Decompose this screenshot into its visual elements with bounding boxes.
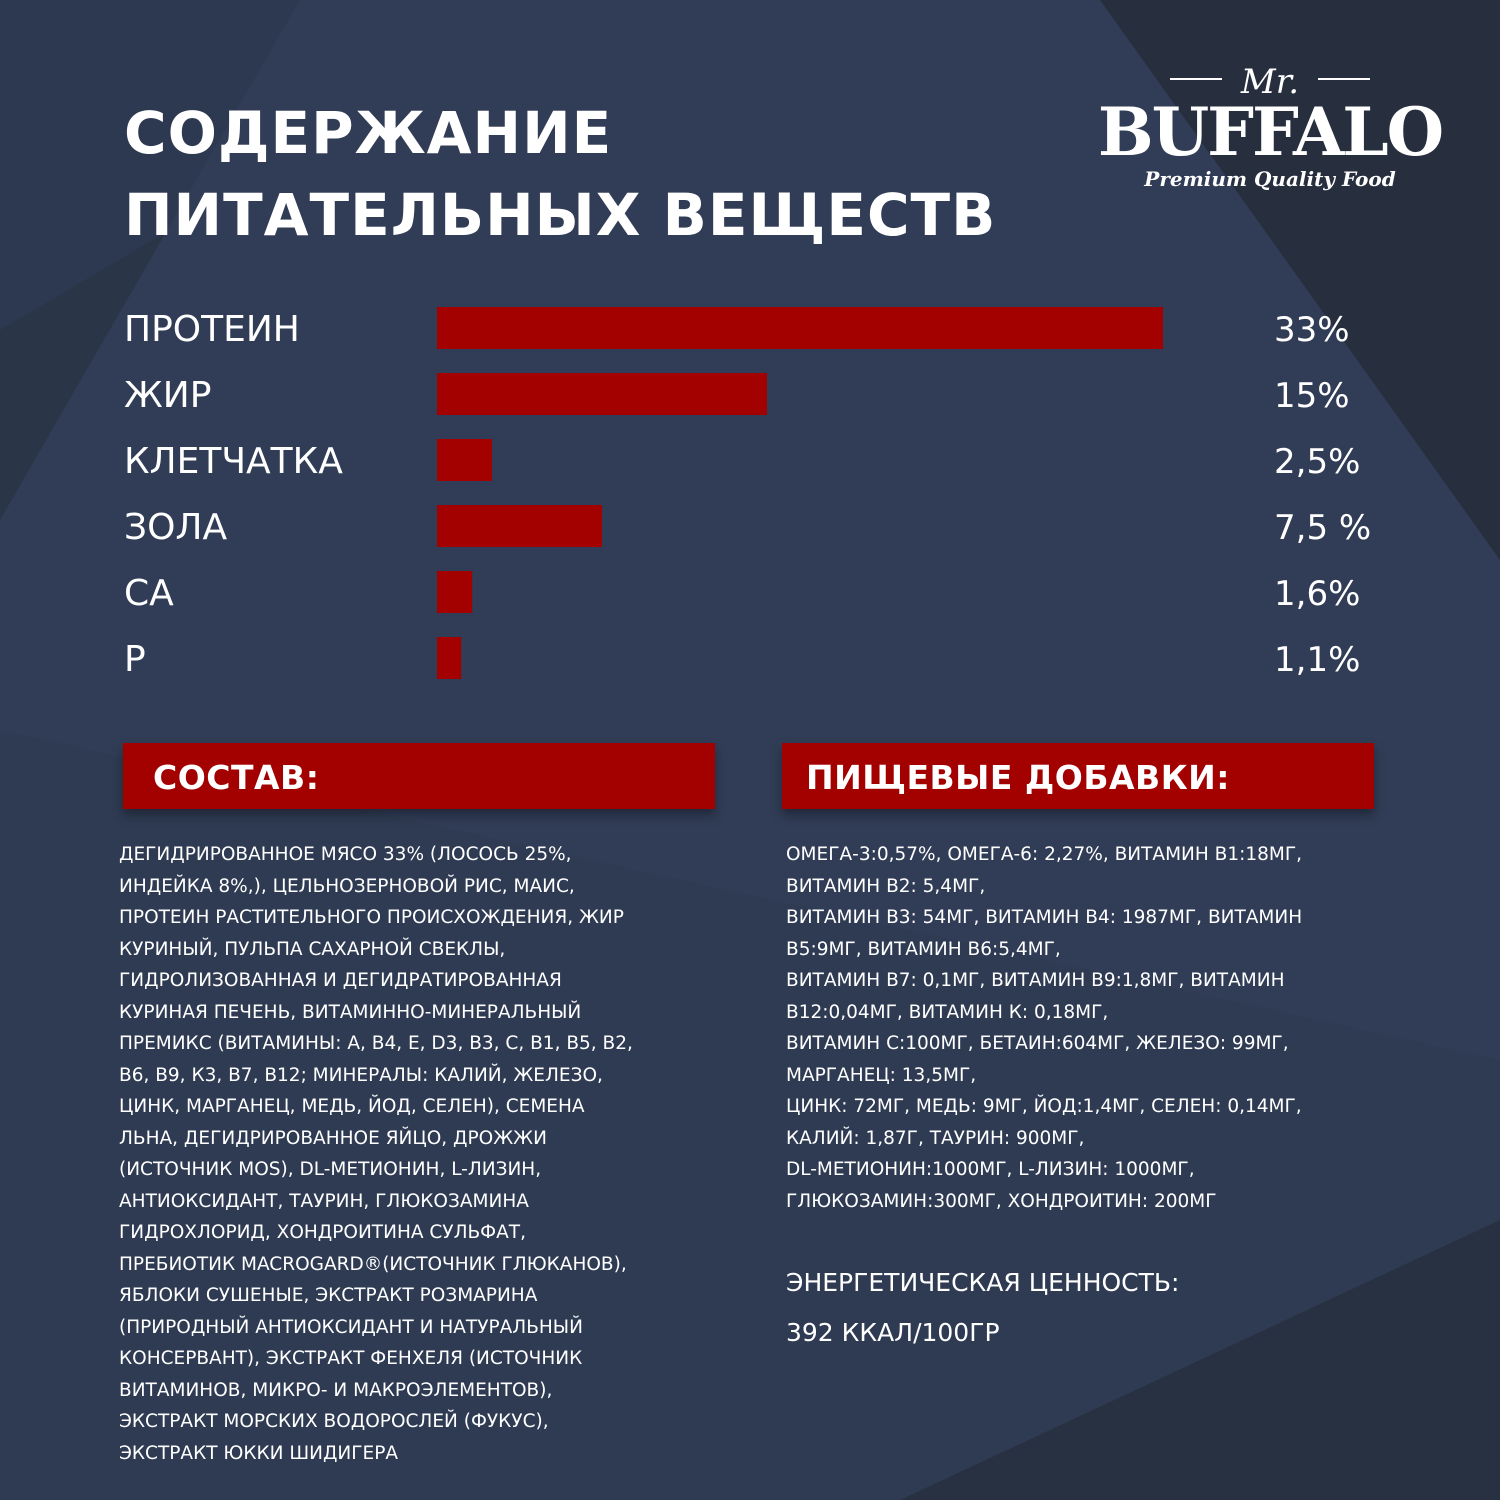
additives-line: МАРГАНЕЦ: 13,5МГ, [786,1064,977,1086]
composition-line: ГИДРОЛИЗОВАННАЯ И ДЕГИДРАТИРОВАННАЯ [119,970,562,991]
category-label: КЛЕТЧАТКА [124,441,343,482]
composition-line: ПРОТЕИН РАСТИТЕЛЬНОГО ПРОИСХОЖДЕНИЯ, ЖИР [119,907,624,928]
category-label: ПРОТЕИН [124,309,300,350]
composition-line: ПРЕМИКС (ВИТАМИНЫ: А, В4, Е, D3, В3, С, В1, В5, В2, [119,1033,633,1054]
page-title [124,92,1044,256]
additives-line: ЦИНК: 72МГ, МЕДЬ: 9МГ, ЙОД:1,4МГ, СЕЛЕН: 0,14МГ, [786,1096,1302,1117]
value-label: 1,1% [1274,640,1361,680]
additives-line: В12:0,04МГ, ВИТАМИН К: 0,18МГ, [786,1001,1109,1023]
additives-line: ОМЕГА-3:0,57%, ОМЕГА-6: 2,27%, ВИТАМИН В1:18МГ, [786,844,1303,865]
composition-line: (ИСТОЧНИК MOS), DL-МЕТИОНИН, L-ЛИЗИН, [119,1159,542,1180]
composition-line: (ПРИРОДНЫЙ АНТИОКСИДАНТ И НАТУРАЛЬНЫЙ [119,1316,583,1338]
logo-rule-right [1318,78,1370,80]
additives-line: ВИТАМИН В7: 0,1МГ, ВИТАМИН В9:1,8МГ, ВИТАМИН [786,970,1285,991]
additives-header [782,743,1374,809]
energy-value: 392 ККАЛ/100ГР [786,1318,1000,1347]
composition-line: ЭКСТРАКТ МОРСКИХ ВОДОРОСЛЕЙ (ФУКУС), [119,1411,549,1432]
composition-line: ПРЕБИОТИК MACROGARD®(ИСТОЧНИК ГЛЮКАНОВ), [119,1253,627,1275]
composition-line: В6, В9, К3, В7, В12; МИНЕРАЛЫ: КАЛИЙ, ЖЕЛЕЗО, [119,1064,603,1086]
energy-value-block [786,1258,1386,1358]
category-label: ЖИР [124,375,212,416]
nutrient-bar-chart [0,290,1500,710]
brand-logo [1090,62,1450,200]
logo-tagline: Premium Quality Food [1144,167,1396,191]
composition-line: АНТИОКСИДАНТ, ТАУРИН, ГЛЮКОЗАМИНА [119,1190,529,1212]
page-title-line-1: СОДЕРЖАНИЕ [124,99,613,167]
category-label: CA [124,573,174,614]
composition-line: ЭКСТРАКТ ЮККИ ШИДИГЕРА [119,1442,399,1464]
composition-line: ВИТАМИНОВ, МИКРО- И МАКРОЭЛЕМЕНТОВ), [119,1379,553,1401]
composition-text [119,839,729,1469]
bar [437,505,602,547]
composition-line: ЛЬНА, ДЕГИДРИРОВАННОЕ ЯЙЦО, ДРОЖЖИ [119,1127,547,1149]
energy-label: ЭНЕРГЕТИЧЕСКАЯ ЦЕННОСТЬ: [786,1268,1180,1297]
additives-line: DL-МЕТИОНИН:1000МГ, L-ЛИЗИН: 1000МГ, [786,1159,1195,1180]
logo-name: BUFFALO [1097,93,1443,171]
logo-rule-left [1170,78,1222,80]
value-label: 1,6% [1274,574,1361,614]
composition-line: ИНДЕЙКА 8%,), ЦЕЛЬНОЗЕРНОВОЙ РИС, МАИС, [119,875,575,897]
additives-line: КАЛИЙ: 1,87Г, ТАУРИН: 900МГ, [786,1127,1085,1149]
additives-line: ВИТАМИН В2: 5,4МГ, [786,875,986,897]
additives-line: ГЛЮКОЗАМИН:300МГ, ХОНДРОИТИН: 200МГ [786,1190,1217,1212]
logo-prefix: Mr. [1240,62,1300,102]
composition-line: ДЕГИДРИРОВАННОЕ МЯСО 33% (ЛОСОСЬ 25%, [119,844,572,865]
additives-heading: ПИЩЕВЫЕ ДОБАВКИ: [806,758,1230,797]
page-title-line-2: ПИТАТЕЛЬНЫХ ВЕЩЕСТВ [124,181,997,249]
additives-line: ВИТАМИН С:100МГ, БЕТАИН:604МГ, ЖЕЛЕЗО: 99МГ, [786,1033,1289,1054]
composition-line: ГИДРОХЛОРИД, ХОНДРОИТИНА СУЛЬФАТ, [119,1222,526,1243]
value-label: 15% [1274,376,1350,416]
additives-line: ВИТАМИН В3: 54МГ, ВИТАМИН В4: 1987МГ, ВИТАМИН [786,907,1303,928]
bar [437,571,472,613]
composition-line: КУРИНАЯ ПЕЧЕНЬ, ВИТАМИННО-МИНЕРАЛЬНЫЙ [119,1001,582,1023]
composition-line: ЯБЛОКИ СУШЕНЫЕ, ЭКСТРАКТ РОЗМАРИНА [119,1285,538,1306]
composition-heading: СОСТАВ: [153,758,320,797]
composition-line: КОНСЕРВАНТ), ЭКСТРАКТ ФЕНХЕЛЯ (ИСТОЧНИК [119,1348,583,1369]
additives-line: В5:9МГ, ВИТАМИН В6:5,4МГ, [786,938,1061,960]
composition-line: ЦИНК, МАРГАНЕЦ, МЕДЬ, ЙОД, СЕЛЕН), СЕМЕНА [119,1096,585,1117]
value-label: 33% [1274,310,1350,350]
composition-line: КУРИНЫЙ, ПУЛЬПА САХАРНОЙ СВЕКЛЫ, [119,938,506,960]
category-label: ЗОЛА [124,507,228,548]
composition-header [123,743,715,809]
bar [437,307,1163,349]
bar [437,439,492,481]
bar [437,373,767,415]
value-label: 7,5 % [1274,508,1372,548]
value-label: 2,5% [1274,442,1361,482]
bar [437,637,461,679]
category-label: P [124,639,146,680]
additives-text [786,839,1386,1217]
